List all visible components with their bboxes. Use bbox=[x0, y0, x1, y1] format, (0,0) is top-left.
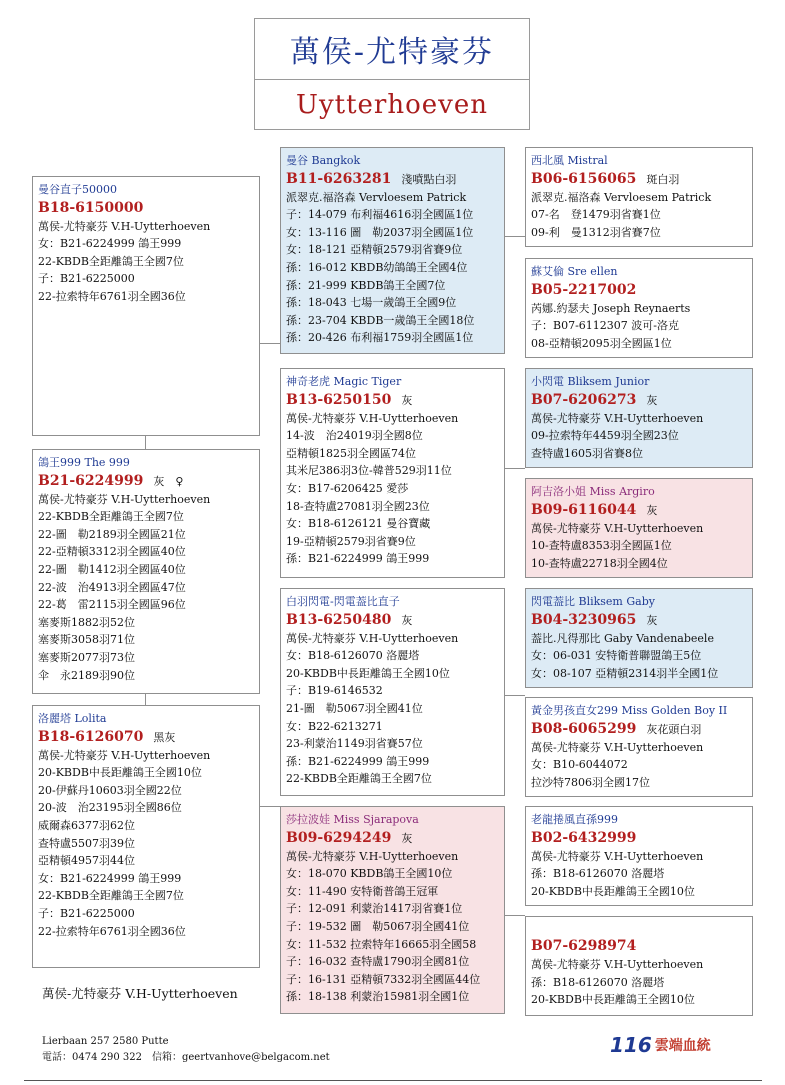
pedigree-card-ggp5 bbox=[525, 588, 753, 688]
card-line: 子：19-532 圖 勒5067羽全國41位 bbox=[286, 919, 470, 933]
card-line: 22-圖 勒2189羽全國區21位 bbox=[38, 527, 186, 541]
ring-color: 黑灰 bbox=[153, 730, 176, 744]
card-line: 萬侯-尤特豪芬 V.H-Uytterhoeven bbox=[531, 521, 704, 535]
pedigree-card-ggp8 bbox=[525, 916, 753, 1016]
logo-text: 雲端血統 bbox=[654, 1038, 711, 1054]
card-line: 塞麥斯1882羽52位 bbox=[38, 615, 135, 629]
card-line: 女：B21-6224999 鴿王999 bbox=[38, 871, 182, 885]
card-line: 子：14-079 布利福4616羽全國區1位 bbox=[286, 208, 474, 222]
card-line: 萬侯-尤特豪芬 V.H-Uytterhoeven bbox=[286, 849, 459, 863]
brand-logo bbox=[610, 1033, 722, 1057]
card-line: 萬侯-尤特豪芬 V.H-Uytterhoeven bbox=[286, 411, 459, 425]
card-line: 子：12-091 利蒙治1417羽省賽1位 bbox=[286, 902, 463, 916]
card-title: 莎拉波娃 Miss Sjarapova bbox=[286, 813, 419, 826]
card-line: 孫：21-999 KBDB鴿王全國7位 bbox=[286, 278, 446, 292]
ring-number: B04-3230965 灰 bbox=[531, 611, 658, 628]
card-line: 子：16-131 亞精頓7332羽全國區44位 bbox=[286, 972, 481, 986]
card-line: 20-KBDB中長距離鴿王全國10位 bbox=[38, 766, 202, 780]
card-title: 西北風 Mistral bbox=[531, 154, 608, 167]
card-line: 塞麥斯2077羽73位 bbox=[38, 650, 135, 664]
card-line: 萬侯-尤特豪芬 V.H-Uytterhoeven bbox=[38, 748, 211, 762]
connector-line bbox=[260, 343, 280, 344]
card-line: 女：B17-6206425 愛莎 bbox=[286, 481, 409, 495]
ring-number: B09-6294249 灰 bbox=[286, 829, 413, 846]
card-line: 拉沙特7806羽全國17位 bbox=[531, 775, 650, 789]
bottom-divider bbox=[24, 1080, 762, 1081]
card-line: 20-KBDB中長距離鴿王全國10位 bbox=[286, 666, 450, 680]
card-line: 孫：20-426 布利福1759羽全國區1位 bbox=[286, 331, 474, 345]
ring-number: B13-6250480 灰 bbox=[286, 611, 413, 628]
ring-number: B11-6263281 淺噴點白羽 bbox=[286, 170, 457, 187]
card-line: 女：18-121 亞精頓2579羽省賽9位 bbox=[286, 243, 463, 257]
ring-number: B18-6126070 黑灰 bbox=[38, 728, 176, 745]
card-line: 萬侯-尤特豪芬 V.H-Uytterhoeven bbox=[531, 958, 704, 971]
card-line: 孫：18-138 利蒙治15981羽全國1位 bbox=[286, 990, 470, 1004]
card-line: 塞麥斯3058羽71位 bbox=[38, 633, 135, 647]
card-line: 女：B22-6213271 bbox=[286, 719, 383, 733]
connector-line bbox=[505, 915, 525, 916]
card-line: 22-KBDB全距離鴿王全國7位 bbox=[286, 772, 432, 786]
connector-line bbox=[505, 468, 525, 469]
card-title: 曼谷 Bangkok bbox=[286, 154, 361, 167]
pedigree-card-gp3 bbox=[280, 588, 505, 796]
card-line: 22-波 治4913羽全國區47位 bbox=[38, 580, 186, 594]
pedigree-card-subject bbox=[32, 449, 260, 694]
ring-number: B13-6250150 灰 bbox=[286, 391, 413, 408]
card-line: 萬侯-尤特豪芬 V.H-Uytterhoeven bbox=[531, 849, 704, 863]
card-line: 萬侯-尤特豪芬 V.H-Uytterhoeven bbox=[38, 492, 211, 506]
card-line: 22-KBDB全距離鴿王全國7位 bbox=[38, 254, 184, 268]
pedigree-card-sire bbox=[32, 176, 260, 436]
pedigree-card-ggp2 bbox=[525, 258, 753, 358]
pedigree-card-ggp1 bbox=[525, 147, 753, 247]
ring-color: 灰花頭白羽 bbox=[646, 722, 702, 736]
card-line: 20-KBDB中長距離鴿王全國10位 bbox=[531, 884, 695, 898]
card-line: 22-KBDB全距離鴿王全國7位 bbox=[38, 510, 184, 524]
footer-contact bbox=[42, 1034, 330, 1066]
card-line: 派翠克.福洛森 Vervloesem Patrick bbox=[531, 190, 712, 204]
card-line: 查特盧1605羽省賽8位 bbox=[531, 446, 643, 460]
card-line: 09-利 曼1312羽省賽7位 bbox=[531, 225, 661, 239]
card-line: 10-查特盧22718羽全國4位 bbox=[531, 556, 668, 570]
ring-color: 灰 bbox=[646, 393, 658, 407]
card-line: 威爾森6377羽62位 bbox=[38, 818, 135, 832]
card-title: 神奇老虎 Magic Tiger bbox=[286, 375, 402, 388]
card-line: 女：B18-6126121 曼谷寶藏 bbox=[286, 517, 431, 531]
card-line: 子：16-032 查特盧1790羽全國81位 bbox=[286, 955, 470, 969]
card-line: 子：B07-6112307 波可-洛克 bbox=[531, 319, 680, 333]
card-line: 派翠克.福洛森 Vervloesem Patrick bbox=[286, 190, 467, 204]
card-line: 萬侯-尤特豪芬 V.H-Uytterhoeven bbox=[531, 740, 704, 754]
footer-phone-email: 電話：0474 290 322 信箱：geertvanhove@belgacom.net bbox=[42, 1052, 330, 1063]
card-line: 20-波 治23195羽全國86位 bbox=[38, 801, 182, 815]
card-line: 芮娜.約瑟夫 Joseph Reynaerts bbox=[531, 301, 691, 315]
card-line: 葢比.凡得那比 Gaby Vandenabeele bbox=[531, 631, 714, 645]
card-line: 22-拉索特年6761羽全國36位 bbox=[38, 289, 186, 303]
card-title: 白羽閃電-閃電葢比直子 bbox=[286, 595, 400, 608]
pedigree-card-dam bbox=[32, 705, 260, 968]
logo-number: 116 bbox=[610, 1033, 652, 1057]
card-line: 孫：B18-6126070 洛麗塔 bbox=[531, 867, 665, 881]
pedigree-card-ggp6 bbox=[525, 697, 753, 797]
card-line: 孫：B21-6224999 鴿王999 bbox=[286, 754, 430, 768]
ring-number: B02-6432999 bbox=[531, 829, 637, 846]
card-line: 20-伊蘇丹10603羽全國22位 bbox=[38, 783, 182, 797]
card-line: 女：06-031 安特衛普聯盟鴿王5位 bbox=[531, 649, 702, 663]
pedigree-card-gp2 bbox=[280, 368, 505, 578]
ring-number: B05-2217002 bbox=[531, 281, 637, 298]
card-line: 14-波 治24019羽全國8位 bbox=[286, 429, 423, 443]
connector-line bbox=[505, 236, 525, 237]
card-line: 子：B21-6225000 bbox=[38, 906, 135, 920]
footer-address: Lierbaan 257 2580 Putte bbox=[42, 1036, 169, 1047]
card-line: 亞精頓4957羽44位 bbox=[38, 854, 135, 868]
pedigree-card-ggp3 bbox=[525, 368, 753, 468]
card-line: 19-亞精頓2579羽省賽9位 bbox=[286, 534, 416, 548]
pedigree-header bbox=[254, 18, 530, 130]
card-line: 孫：18-043 七場一歲鴿王全國9位 bbox=[286, 296, 457, 310]
ring-color: 斑白羽 bbox=[646, 172, 680, 186]
header-title-cn: 萬侯-尤特豪芬 bbox=[255, 19, 529, 80]
card-title: 曼谷直子50000 bbox=[38, 183, 117, 196]
ring-number: B09-6116044 灰 bbox=[531, 501, 658, 518]
card-title: 洛麗塔 Lolita bbox=[38, 712, 107, 725]
ring-color: 灰 bbox=[401, 831, 413, 845]
ring-number: B07-6206273 灰 bbox=[531, 391, 658, 408]
card-line: 22-圖 勒1412羽全國區40位 bbox=[38, 562, 186, 576]
card-line: 女：11-532 拉索特年16665羽全國58 bbox=[286, 937, 477, 951]
connector-line bbox=[145, 694, 146, 705]
connector-line bbox=[260, 806, 280, 807]
connector-line bbox=[145, 436, 146, 449]
ring-color: 灰 bbox=[401, 613, 413, 627]
card-title: 閃電葢比 Bliksem Gaby bbox=[531, 595, 655, 608]
card-line: 08-亞精頓2095羽全國區1位 bbox=[531, 336, 672, 350]
ring-number: B07-6298974 bbox=[531, 938, 637, 954]
card-line: 萬侯-尤特豪芬 V.H-Uytterhoeven bbox=[38, 219, 211, 233]
ring-number: B08-6065299 灰花頭白羽 bbox=[531, 720, 702, 737]
card-title: 小閃電 Bliksem Junior bbox=[531, 375, 650, 388]
card-title: 蘇艾倫 Sre ellen bbox=[531, 265, 618, 278]
card-line: 孫：23-704 KBDB一歲鴿王全國18位 bbox=[286, 313, 475, 327]
ring-color: 灰 bbox=[646, 503, 658, 517]
card-line: 孫：B18-6126070 洛麗塔 bbox=[531, 975, 665, 989]
card-line: 亞精頓1825羽全國區74位 bbox=[286, 446, 416, 460]
card-line: 21-圖 勒5067羽全國41位 bbox=[286, 701, 423, 715]
pedigree-card-ggp7 bbox=[525, 806, 753, 906]
card-line: 20-KBDB中長距離鴿王全國10位 bbox=[531, 993, 695, 1007]
pedigree-card-gp1 bbox=[280, 147, 505, 354]
connector-line bbox=[505, 695, 525, 696]
card-line: 萬侯-尤特豪芬 V.H-Uytterhoeven bbox=[286, 631, 459, 645]
card-line: 07-名 登1479羽省賽1位 bbox=[531, 208, 661, 222]
card-line: 子：B21-6225000 bbox=[38, 272, 135, 286]
card-line: 子：B19-6146532 bbox=[286, 684, 383, 698]
ring-number: B18-6150000 bbox=[38, 199, 144, 216]
card-line: 23-利蒙治1149羽省賽57位 bbox=[286, 737, 423, 751]
pedigree-card-gp4 bbox=[280, 806, 505, 1014]
card-line: 女：B10-6044072 bbox=[531, 758, 628, 772]
card-line: 女：13-116 圖 勒2037羽全國區1位 bbox=[286, 225, 474, 239]
card-line: 22-亞精頓3312羽全國區40位 bbox=[38, 545, 186, 559]
card-line: 女：11-490 安特衛普鴿王冠軍 bbox=[286, 884, 439, 898]
card-title: 阿吉洛小姐 Miss Argiro bbox=[531, 485, 655, 498]
ring-color: 淺噴點白羽 bbox=[401, 172, 457, 186]
card-line: 女：B21-6224999 鴿王999 bbox=[38, 237, 182, 251]
card-line: 09-拉索特年4459羽全國23位 bbox=[531, 429, 679, 443]
card-line: 女：08-107 亞精頓2314羽半全國1位 bbox=[531, 666, 719, 680]
card-line: 22-KBDB全距離鴿王全國7位 bbox=[38, 889, 184, 903]
card-line: 孫：B21-6224999 鴿王999 bbox=[286, 552, 430, 566]
footer-breeder-name: 萬侯-尤特豪芬 V.H-Uytterhoeven bbox=[42, 986, 238, 1001]
card-title: 鴿王999 The 999 bbox=[38, 456, 130, 469]
card-title: 黃金男孩直女299 Miss Golden Boy II bbox=[531, 704, 728, 717]
ring-color: 灰 bbox=[401, 393, 413, 407]
card-line: 其米尼386羽3位-韓普529羽11位 bbox=[286, 464, 452, 478]
card-line: 伞 永2189羽90位 bbox=[38, 668, 135, 682]
card-line: 女：18-070 KBDB鴿王全國10位 bbox=[286, 867, 453, 881]
card-line: 查特盧5507羽39位 bbox=[38, 836, 135, 850]
ring-number: B06-6156065 斑白羽 bbox=[531, 170, 680, 187]
card-line: 萬侯-尤特豪芬 V.H-Uytterhoeven bbox=[531, 411, 704, 425]
card-line: 10-查特盧8353羽全國區1位 bbox=[531, 539, 672, 553]
card-line: 22-拉索特年6761羽全國36位 bbox=[38, 924, 186, 938]
card-line: 孫：16-012 KBDB幼鴿鴿王全國4位 bbox=[286, 260, 468, 274]
card-line: 22-葛 雷2115羽全國區96位 bbox=[38, 598, 186, 612]
card-line: 女：B18-6126070 洛麗塔 bbox=[286, 649, 420, 663]
ring-number: B21-6224999 灰 ♀ bbox=[38, 472, 184, 489]
card-line: 18-查特盧27081羽全國23位 bbox=[286, 499, 430, 513]
header-title-en: Uytterhoeven bbox=[296, 90, 488, 120]
card-title: 老龍捲風直孫999 bbox=[531, 813, 618, 826]
ring-color: 灰 bbox=[646, 613, 658, 627]
ring-color: 灰 ♀ bbox=[153, 474, 184, 488]
pedigree-card-ggp4 bbox=[525, 478, 753, 578]
